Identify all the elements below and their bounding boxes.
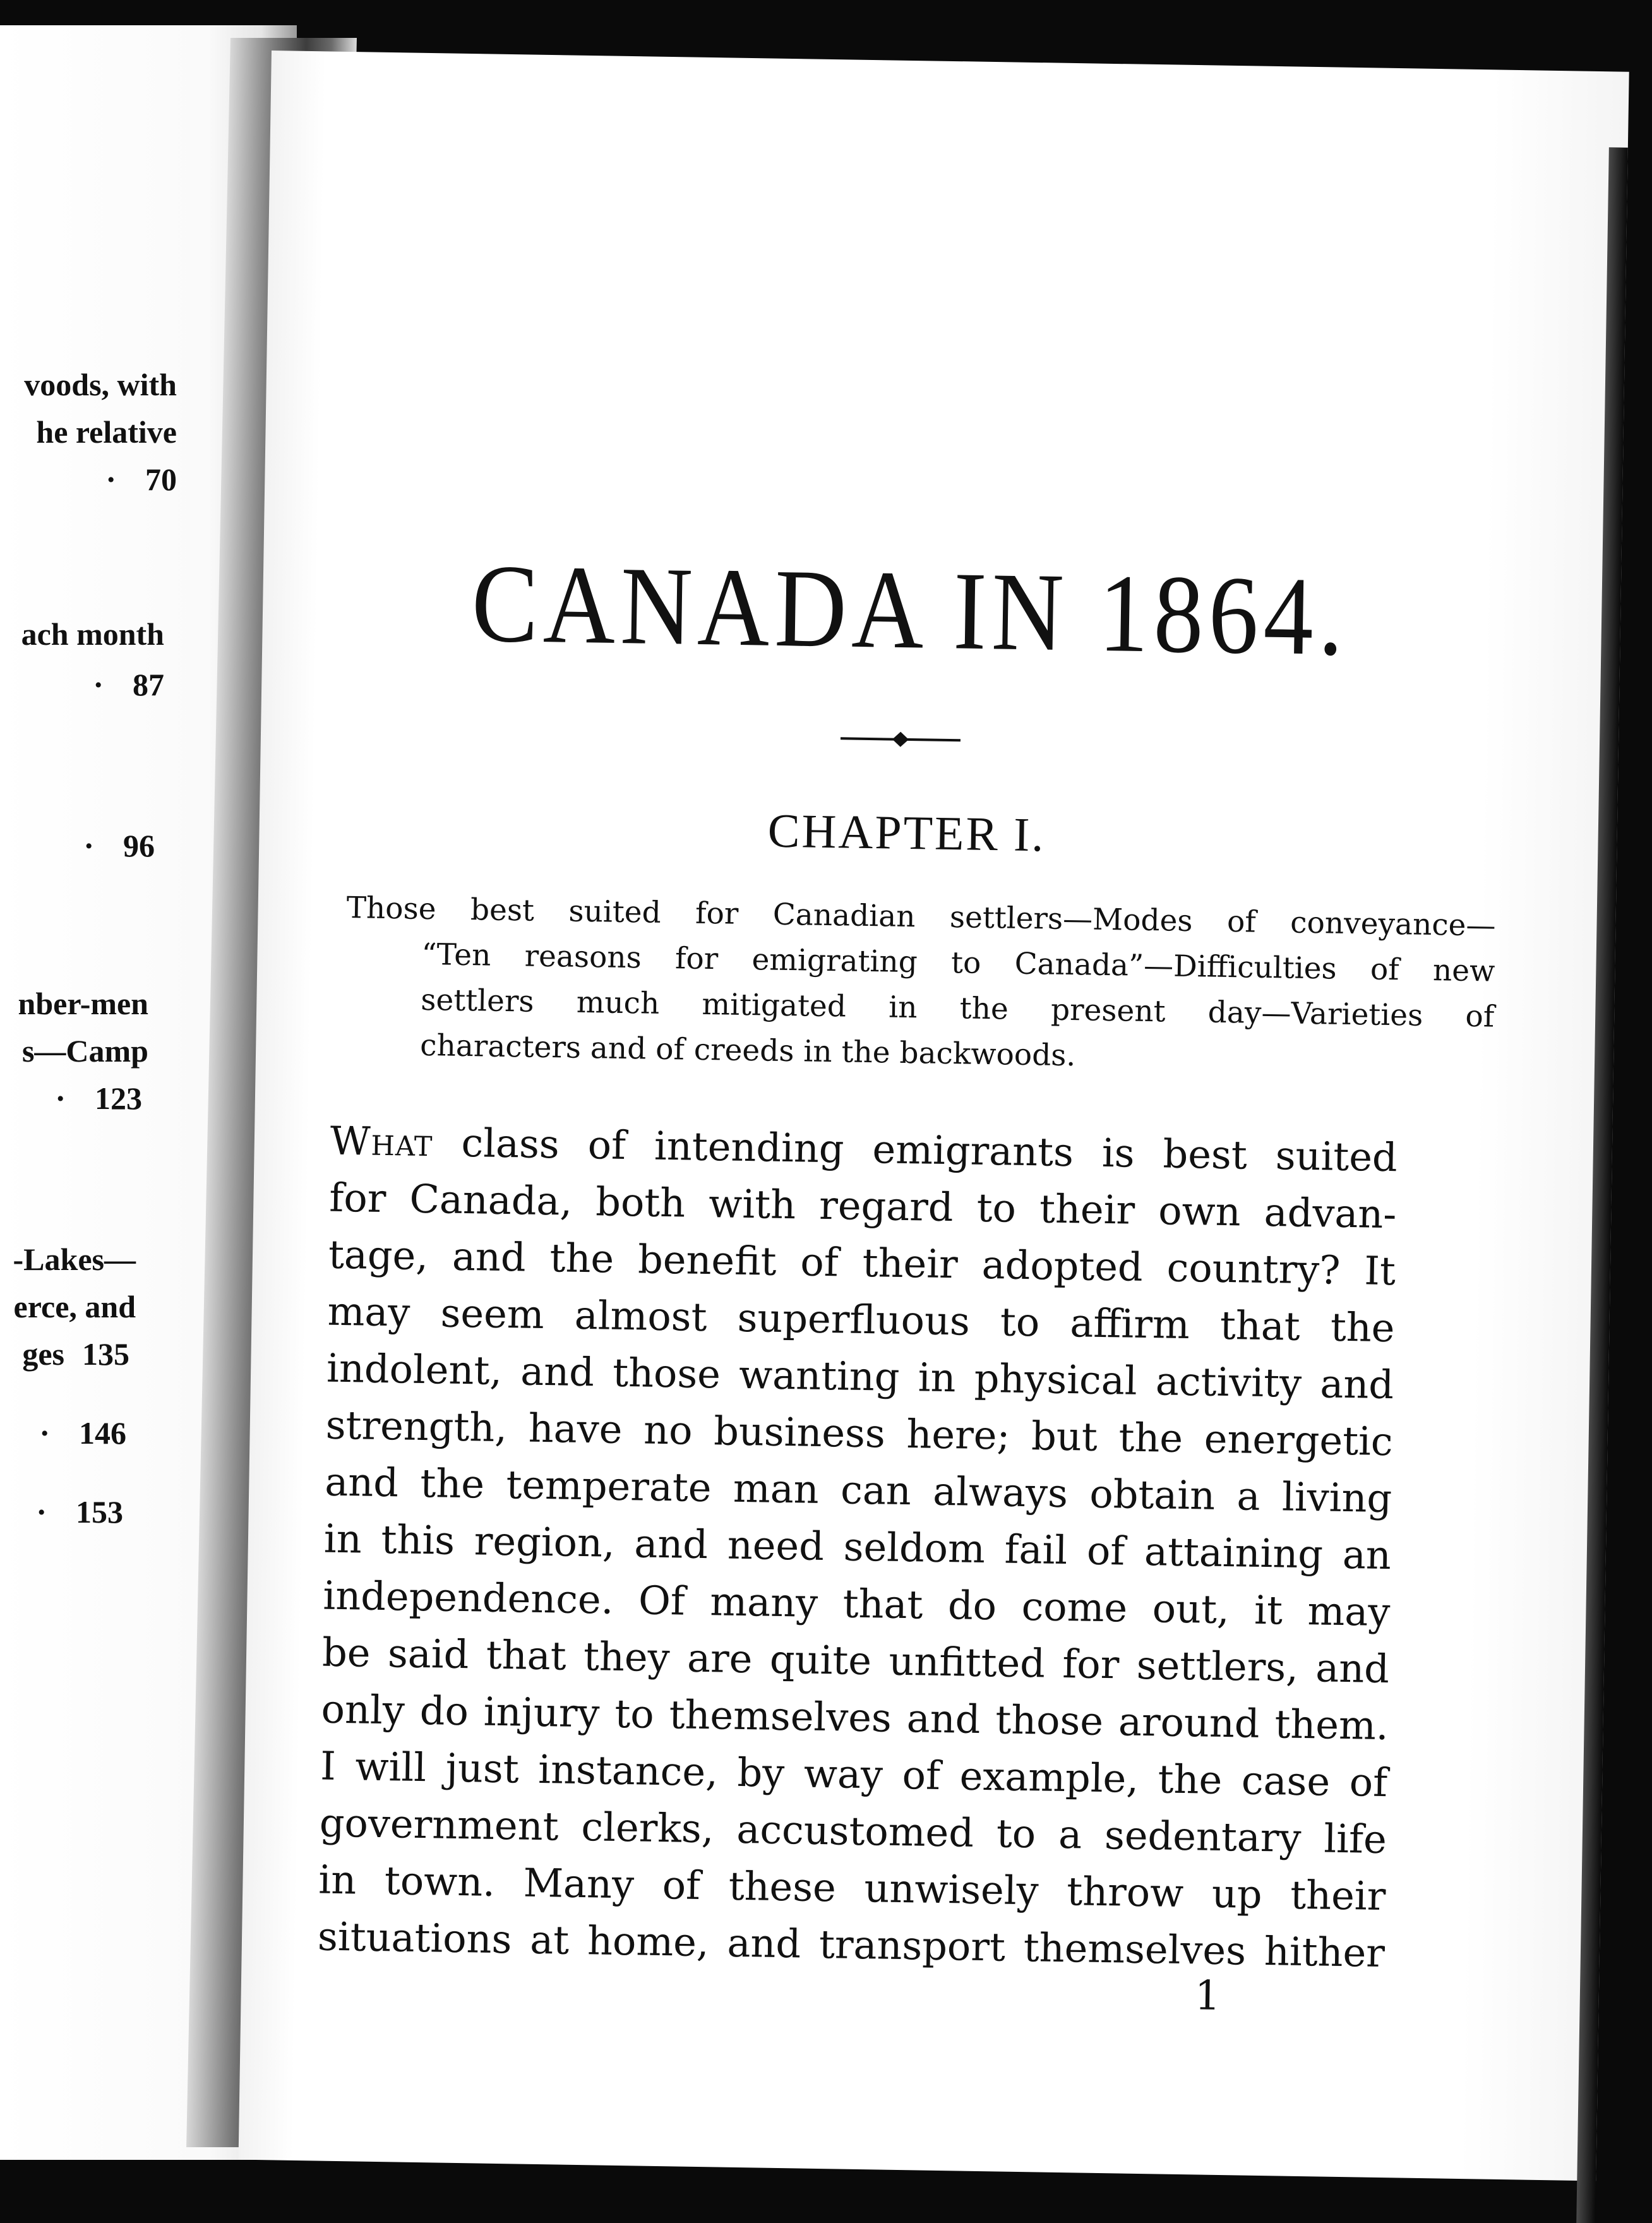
body-line: may seem almost superfluous to affirm that the: [327, 1288, 1396, 1351]
page-number: 1: [1194, 1972, 1221, 2020]
body-line: in town. Many of these unwisely throw up their: [318, 1856, 1386, 1920]
toc-fragment-line: nber-men: [18, 986, 148, 1021]
toc-fragment-line: · 123: [55, 1081, 142, 1116]
body-line: only do injury to themselves and those around them.: [321, 1686, 1389, 1749]
body-line: in this region, and need seldom fail of attaining an: [323, 1515, 1392, 1579]
page-edge-shadow: [1576, 147, 1628, 2223]
toc-fragment-line: he relative: [36, 414, 177, 450]
body-line: government clerks, accustomed to a sedentary life: [319, 1799, 1387, 1863]
toc-fragment-line: -Lakes—: [13, 1242, 136, 1277]
toc-fragment-line: · 87: [93, 667, 164, 702]
toc-fragment-line: · 146: [39, 1415, 126, 1451]
book-title: CANADA IN 1864.: [470, 541, 1350, 680]
body-line: and the temperate man can always obtain a living: [324, 1458, 1392, 1522]
toc-fragment-line: s—Camp: [21, 1033, 148, 1069]
chapter-summary-line: “Ten reasons for emigrating to Canada”—Difficulties of new: [421, 937, 1495, 989]
toc-fragment-line: · 70: [105, 462, 177, 497]
toc-fragment-line: voods, with: [24, 367, 177, 402]
opening-word: What: [330, 1117, 434, 1166]
body-line: tage, and the benefit of their adopted country? It: [328, 1231, 1396, 1295]
toc-fragment-line: · 96: [83, 828, 155, 863]
body-line: situations at home, and transport themselves hither: [317, 1913, 1386, 1977]
body-line: What class of intending emigrants is best suited: [330, 1117, 1398, 1181]
toc-fragment-line: ach month: [21, 616, 164, 652]
body-text: [317, 1113, 1398, 1982]
chapter-summary-line: settlers much mitigated in the present day—Varieties of: [420, 982, 1495, 1034]
title-divider-ornament: [841, 729, 961, 750]
body-line: independence. Of many that do come out, it may: [323, 1572, 1391, 1636]
chapter-summary-line: characters and of creeds in the backwoods.: [419, 1028, 1076, 1074]
body-line: for Canada, both with regard to their own advan-: [328, 1174, 1397, 1238]
body-line: indolent, and those wanting in physical activity and: [326, 1345, 1394, 1408]
chapter-heading: CHAPTER I.: [767, 804, 1046, 862]
chapter-summary-line: Those best suited for Canadian settlers—Modes of conveyance—: [346, 890, 1496, 944]
toc-fragment-line: erce, and: [13, 1289, 136, 1324]
body-line: I will just instance, by way of example, the case of: [320, 1742, 1388, 1806]
body-line: be said that they are quite unfitted for settlers, and: [321, 1629, 1390, 1693]
body-line: strength, have no business here; but the energetic: [325, 1401, 1394, 1465]
toc-fragment-line: ges 135: [22, 1336, 129, 1372]
chapter-summary: [344, 885, 1496, 1086]
right-page: [239, 51, 1629, 2181]
toc-fragment-line: · 153: [36, 1494, 123, 1530]
